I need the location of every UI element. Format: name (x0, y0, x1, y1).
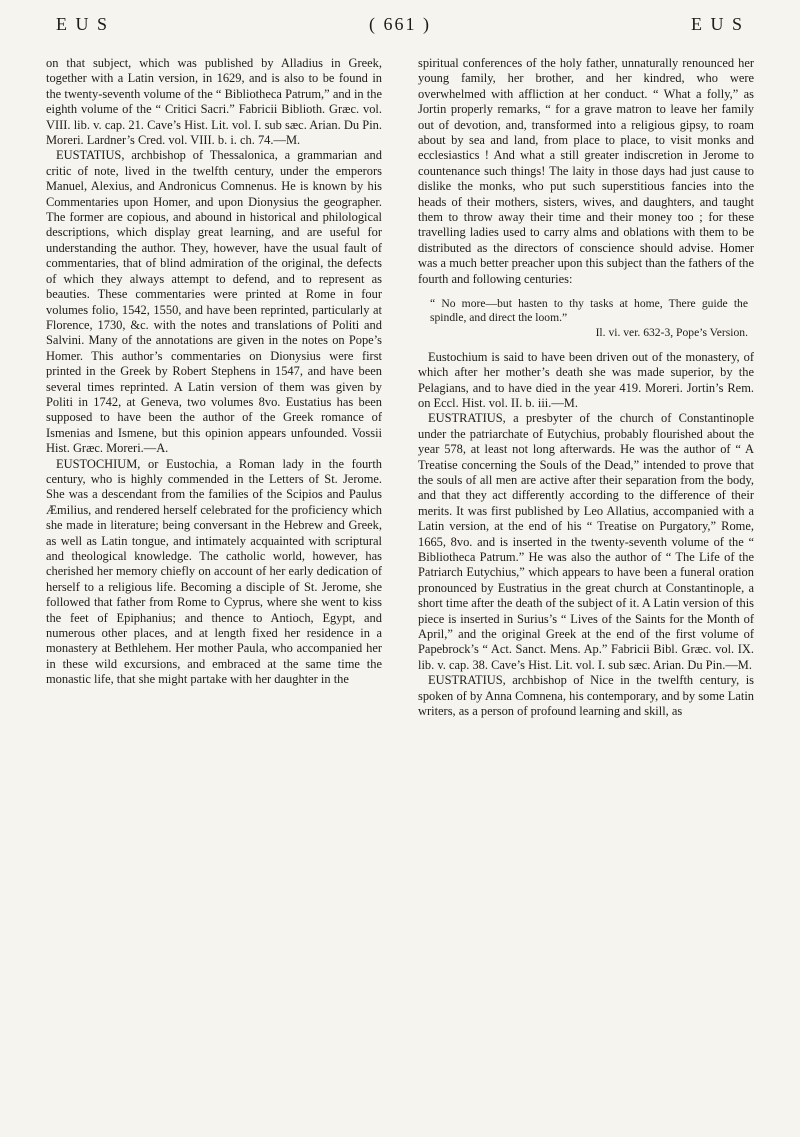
entry-eustochium-end: Eustochium is said to have been driven out of the monastery, of which after her mother’s death she was made superior, by the Pelagians, and to have died in the year 419. Moreri. Jortin’s Rem. on Eccl. Hist. vol. II. b. iii.—M. (418, 349, 754, 410)
running-head (36, 14, 764, 40)
quote-reference: Il. vi. ver. 632-3, Pope’s Version. (595, 325, 748, 339)
left-column (46, 56, 382, 688)
entry-eustochium: EUSTOCHIUM, or Eustochia, a Roman lady in the fourth century, who is highly commended in the Letters of St. Jerome. She was a descendant from the families of the Scipios and Paulus Æmilius, and rendered herself celebrated for the proficiency which she made in literature; being conversant in the Hebrew and Greek, as well as Latin tongue, and intimately acquainted with scriptural and theological knowledge. The catholic world, however, has cherished her memory chiefly on account of her early dedication of herself to a religious life. Becoming a disciple of St. Jerome, she followed that father from Rome to Cyprus, where she went to kiss the feet of Epiphanius; and thence to Antioch, Egypt, and numerous other places, and at length fixed her residence in a monastery at Bethlehem. Her mother Paula, who accompanied her in these wild excursions, and embraced at the same time the monastic life, that she might partake with her daughter in the (46, 456, 382, 687)
running-head-left: E U S (56, 14, 110, 34)
entry-eustatius: EUSTATIUS, archbishop of Thessalonica, a grammarian and critic of note, lived in the twelfth century, under the emperors Manuel, Alexius, and Andronicus Comnenus. He is known by his Commentaries upon Homer, and upon Dionysius the geographer. The former are copious, and abound in historical and philological descriptions, which display great learning, and are useful for understanding the author. They, however, have the usual fault of commentaries, that of blind admiration of the original, the defects of which they always attempt to defend, and to represent as beauties. These commentaries were printed at Rome in four volumes folio, 1542, 1550, and have been reprinted, particularly at Florence, 1730, &c. with the notes and translations of Politi and Salvini. Many of the annotations are given in the notes on Pope’s Homer. This author’s commentaries on Dionysius were first printed in the Greek by Robert Stephens in 1547, and have been several times reprinted. A Latin version of them was given by Politi in 1742, at Geneva, two volumes 8vo. Eustatius has been supposed to have been the author of the Greek romance of Ismenias and Ismene, but this opinion appears unfounded. Vossii Hist. Græc. Moreri.—A. (46, 148, 382, 456)
right-column (418, 56, 754, 719)
quote-text: “ No more—but hasten to thy tasks at home, There guide the spindle, and direct the loom.” (430, 297, 748, 325)
entry-eustratius-archbishop: EUSTRATIUS, archbishop of Nice in the twelfth century, is spoken of by Anna Comnena, his contemporary, and by some Latin writers, as a person of profound learning and skill, as (418, 673, 754, 719)
verse-quotation (430, 297, 748, 340)
running-head-right: E U S (690, 14, 744, 34)
entry-eustratius-presbyter: EUSTRATIUS, a presbyter of the church of Constantinople under the patriarchate of Eutychius, probably flourished about the year 578, at least not long afterwards. He was the author of “ A Treatise concerning the Souls of the Dead,” intended to prove that the souls of all men are active after their separation from the body, and that they act differently according to the difference of their merits. It was first published by Leo Allatius, accompanied with a Latin version, at the end of his “ Treatise on Purgatory,” Rome, 1665, 8vo. and is inserted in the twenty-seventh volume of the “ Bibliotheca Patrum.” He was also the author of “ The Life of the Patriarch Eutychius,” which appears to have been a funeral oration pronounced by Eustratius in the great church at Constantinople, a short time after the death of the subject of it. A Latin version of this piece is inserted in Surius’s “ Lives of the Saints for the Month of April,” and the original Greek at the end of the first volume of Papebrock’s “ Act. Sanct. Mens. Ap.” Fabricii Bibl. Græc. vol. IX. lib. v. cap. 38. Cave’s Hist. Lit. vol. I. sub sæc. Arian. Du Pin.—M. (418, 411, 754, 672)
paragraph-continuation: on that subject, which was published by Alladius in Greek, together with a Latin version, in 1629, and is also to be found in the twenty-seventh volume of the “ Bibliotheca Patrum,” and in the eighth volume of the “ Critici Sacri.” Fabricii Biblioth. Græc. vol. VIII. lib. v. cap. 21. Cave’s Hist. Lit. vol. I. sub sæc. Arian. Du Pin. Moreri. Lardner’s Cred. vol. VIII. b. i. ch. 74.—M. (46, 56, 382, 148)
entry-eustochium-continued: spiritual conferences of the holy father, unnaturally renounced her young family, her brother, and her kindred, who were overwhelmed with affliction at her conduct. “ What a folly,” as Jortin properly remarks, “ for a grave matron to leave her family out of devotion, and, transformed into a religious gipsy, to roam about by sea and land, from place to place, to visit monks and ecclesiastics ! And what a still greater indiscretion in Jerome to countenance such things! The laity in those days had just cause to dislike the monks, who put such superstitious fancies into the heads of their mothers, sisters, wives, and daughters, and taught them to throw away their time and their money too ; for these travelling ladies used to carry alms and oblations with them to be distributed as the directors of conscience should advise. Homer was a much better preacher upon this subject than the fathers of the fourth and following centuries: (418, 56, 754, 286)
page-number: ( 661 ) (369, 14, 431, 34)
